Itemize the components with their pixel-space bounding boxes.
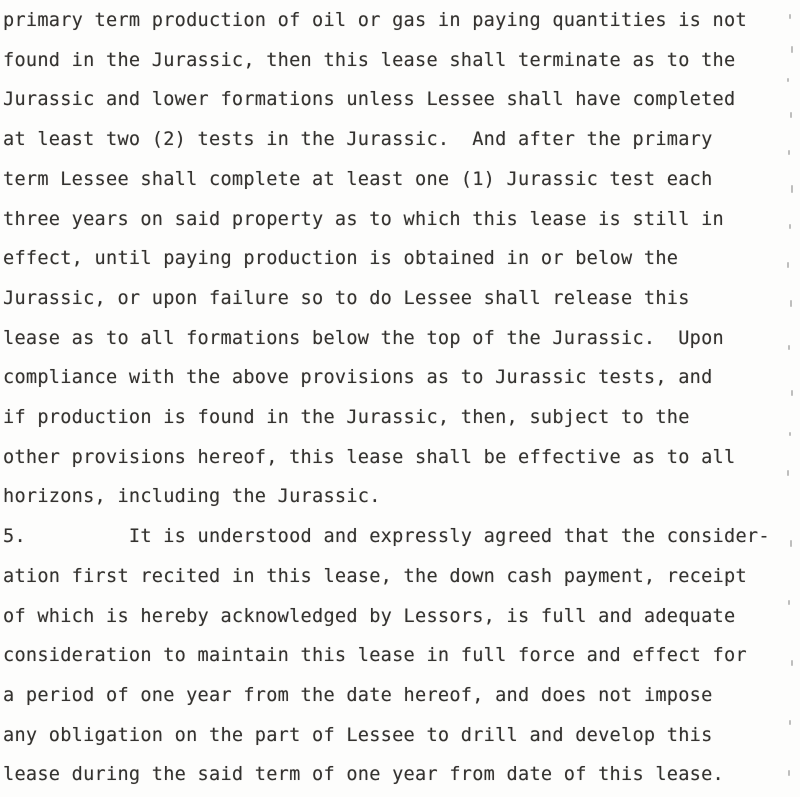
text-line: Jurassic and lower formations unless Lessee shall have completed	[3, 89, 736, 111]
text-line: three years on said property as to which this lease is still in	[3, 208, 724, 230]
scan-noise-mark	[789, 432, 791, 436]
scan-noise-mark	[790, 300, 792, 307]
text-line: compliance with the above provisions as to Jurassic tests, and	[3, 367, 713, 389]
scan-noise-mark	[787, 470, 789, 476]
text-line: if production is found in the Jurassic, then, subject to the	[3, 407, 690, 429]
scan-noise-mark	[788, 345, 790, 350]
scan-noise-mark	[789, 720, 791, 725]
text-line: lease during the said term of one year from date of this lease.	[3, 764, 724, 786]
scan-noise-mark	[788, 150, 790, 155]
scan-noise-mark	[788, 600, 790, 605]
text-line: a period of one year from the date hereof, and does not impose	[3, 684, 713, 706]
text-line: horizons, including the Jurassic.	[3, 486, 381, 508]
scan-noise-mark	[790, 112, 792, 118]
text-line: of which is hereby acknowledged by Lessors, is full and adequate	[3, 605, 736, 627]
scan-noise-mark	[788, 770, 790, 776]
text-line: lease as to all formations below the top of the Jurassic. Upon	[3, 327, 724, 349]
text-line: any obligation on the part of Lessee to drill and develop this	[3, 724, 713, 746]
text-line: primary term production of oil or gas in paying quantities is not	[3, 10, 747, 31]
text-line: other provisions hereof, this lease shall be effective as to all	[3, 446, 736, 468]
scan-noise-mark	[787, 262, 789, 268]
scan-noise-mark	[791, 46, 793, 53]
text-line: effect, until paying production is obtained in or below the	[3, 248, 679, 270]
text-line: consideration to maintain this lease in full force and effect for	[3, 645, 747, 667]
scan-noise-mark	[791, 660, 793, 666]
text-line: ation first recited in this lease, the down cash payment, receipt	[3, 565, 747, 587]
scan-noise-mark	[790, 540, 792, 547]
scan-noise-mark	[791, 390, 793, 396]
text-line: at least two (2) tests in the Jurassic. And after the primary	[3, 129, 713, 151]
scan-noise-mark	[789, 224, 791, 229]
scan-noise-mark	[787, 78, 789, 82]
text-line: found in the Jurassic, then this lease shall terminate as to the	[3, 49, 736, 71]
text-line: Jurassic, or upon failure so to do Lessee shall release this	[3, 287, 690, 309]
document-text-block	[3, 1, 800, 795]
scan-noise-mark	[789, 14, 791, 19]
text-line: 5. It is understood and expressly agreed that the consider-	[3, 526, 770, 548]
text-line: term Lessee shall complete at least one (1) Jurassic test each	[3, 168, 713, 190]
scan-noise-mark	[791, 185, 793, 193]
